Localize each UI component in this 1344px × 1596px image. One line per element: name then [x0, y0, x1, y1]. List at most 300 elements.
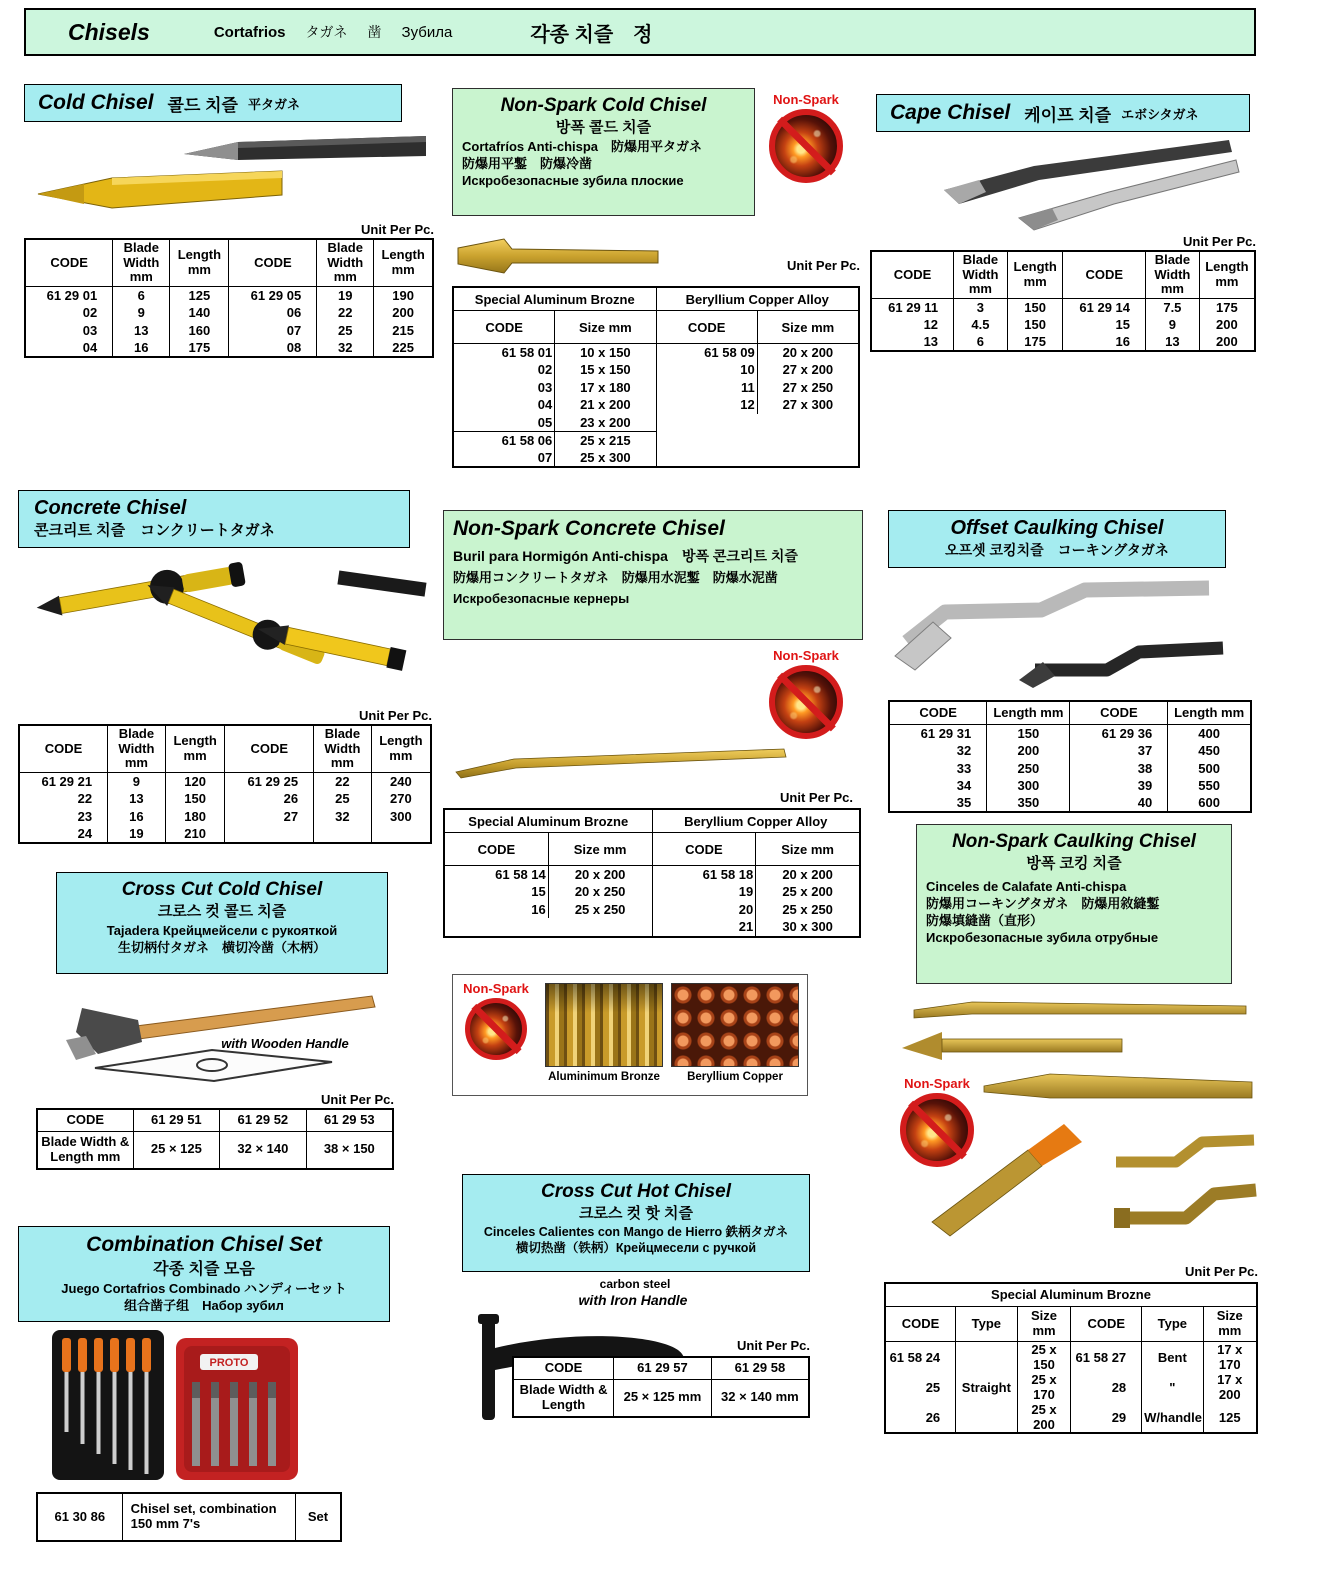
- cape-chisel-image: [884, 130, 1244, 232]
- section-subtitle: Cinceles de Calafate Anti-chispa: [926, 878, 1127, 894]
- table-cell: 61 58 09: [704, 345, 755, 360]
- table-row: [653, 901, 860, 919]
- section-subtitle: Cinceles Calientes con Mango de Hierro 鉄柄タガネ: [483, 1224, 789, 1239]
- table-cell: 19: [108, 825, 166, 843]
- table-cell: 300: [371, 808, 431, 826]
- table-cell: 190: [374, 287, 433, 305]
- unit-per-pc-label: Unit Per Pc.: [359, 708, 432, 723]
- table-row: [445, 866, 652, 884]
- table-cell: 15 x 150: [555, 361, 656, 379]
- column-header: CODE: [1070, 701, 1168, 725]
- no-spark-icon: [465, 998, 527, 1060]
- handle-caption: with Iron Handle: [578, 1292, 688, 1308]
- table-cell: 600: [1168, 795, 1251, 813]
- table-row: [871, 334, 1255, 352]
- non-spark-label: Non-Spark: [463, 981, 529, 996]
- table-row: [885, 1342, 1257, 1373]
- table-cell: 21 x 200: [555, 396, 656, 414]
- brand-label: PROTO: [209, 1357, 249, 1369]
- section-title: Cape Chisel: [890, 101, 1011, 124]
- table-cell: 32: [317, 339, 374, 357]
- table-cell: 20: [738, 901, 754, 917]
- table-cell: 03: [537, 379, 553, 395]
- table-cell: 25 x 250: [548, 901, 651, 919]
- table-cell: 22: [314, 773, 372, 791]
- table-row: [19, 808, 431, 826]
- table-cell: 9: [1146, 316, 1200, 334]
- group-header: Beryllium Copper Alloy: [653, 810, 860, 833]
- section-subtitle: Cortafríos Anti-chispa 防爆用平タガネ: [462, 138, 703, 154]
- table-cell: 38 × 150: [306, 1131, 393, 1168]
- section-subtitle: Искробезопасные кернеры: [453, 591, 630, 607]
- table-row: [885, 1372, 1257, 1402]
- table-cell: 08: [229, 339, 317, 357]
- table-cell: 25: [314, 790, 372, 808]
- column-header: CODE: [445, 833, 548, 866]
- table-cell: 13: [923, 334, 939, 350]
- non-spark-label: Non-Spark: [904, 1076, 970, 1091]
- table-cell: 450: [1168, 742, 1251, 760]
- section-title: Cross Cut Cold Chisel: [121, 879, 323, 900]
- table-cell: 25 x 200: [1017, 1402, 1071, 1433]
- table-cell: 6: [113, 287, 170, 305]
- column-header: Length mm: [371, 725, 431, 773]
- table-row: [653, 918, 860, 936]
- section-header-non-spark-concrete-chisel: [443, 510, 863, 640]
- non-spark-label: Non-Spark: [773, 92, 839, 107]
- table-cell: 25 x 170: [1017, 1372, 1071, 1402]
- table-cell: 35: [956, 795, 972, 811]
- unit-per-pc-label: Unit Per Pc.: [1185, 1264, 1258, 1279]
- title-korean: 각종 치즐 정: [530, 23, 653, 46]
- table-cell: 03: [82, 322, 98, 338]
- section-title-ko: 방폭 코킹 치즐: [1026, 855, 1122, 873]
- table-cell: 500: [1168, 760, 1251, 778]
- section-subtitle: Tajadera Крейцмейсели с рукояткой: [106, 922, 338, 938]
- table-cell: 32 × 140 mm: [711, 1379, 809, 1416]
- table-cell: 20 x 200: [548, 866, 651, 884]
- no-spark-icon: [900, 1093, 974, 1167]
- table-cell: 300: [987, 777, 1070, 795]
- table-cell: 22: [317, 304, 374, 322]
- table-cell: 37: [1070, 742, 1168, 760]
- section-header-non-spark-cold-chisel: [452, 88, 755, 216]
- table-row: [445, 901, 652, 919]
- handle-caption: with Wooden Handle: [221, 1036, 349, 1051]
- table-row: [454, 414, 656, 432]
- table-cell: 250: [987, 760, 1070, 778]
- table-cell: Blade Width & Length: [513, 1379, 614, 1416]
- non-spark-label: Non-Spark: [773, 648, 839, 663]
- table-cell: ": [1142, 1372, 1203, 1402]
- column-header: CODE: [889, 701, 987, 725]
- section-title: Cross Cut Hot Chisel: [540, 1181, 732, 1202]
- section-header-cross-cut-hot-chisel: [462, 1174, 810, 1272]
- combination-chisel-set-table: [36, 1492, 342, 1542]
- table-cell: 140: [170, 304, 229, 322]
- unit-per-pc-label: Unit Per Pc.: [737, 1338, 810, 1353]
- table-cell: 25 x 215: [555, 431, 656, 449]
- table-cell: 4.5: [954, 316, 1008, 334]
- combination-chisel-set-image: [48, 1324, 303, 1486]
- table-cell: Set: [295, 1493, 341, 1541]
- table-cell: 175: [170, 339, 229, 357]
- table-row: [454, 361, 656, 379]
- section-title-ko: 크로스 컷 핫 치즐: [579, 1205, 693, 1223]
- column-header: Blade Width mm: [113, 239, 170, 287]
- table-cell: 28: [1071, 1372, 1142, 1402]
- table-cell: 61 58 27: [1071, 1342, 1142, 1373]
- table-cell: 32: [314, 808, 372, 826]
- table-cell: [314, 825, 372, 843]
- material-label: Beryllium Copper: [687, 1071, 783, 1083]
- table-cell: 30 x 300: [756, 918, 859, 936]
- section-subtitle: Искробезопасные зубила отрубные: [926, 930, 1159, 946]
- table-cell: 20 x 200: [756, 866, 859, 884]
- table-cell: 7.5: [1146, 299, 1200, 317]
- table-cell: 25 × 125: [133, 1131, 220, 1168]
- table-row: [657, 361, 859, 379]
- cold-chisel-table: [24, 238, 434, 358]
- table-cell: 3: [954, 299, 1008, 317]
- non-spark-cold-chisel-image: [452, 232, 667, 282]
- section-subtitle: 오프셋 코킹치즐 コーキングタガネ: [945, 542, 1169, 559]
- table-cell: 61 58 06: [454, 431, 555, 449]
- section-title: Non-Spark Cold Chisel: [500, 95, 707, 116]
- table-cell: 26: [225, 790, 314, 808]
- table-cell: 04: [537, 397, 553, 413]
- table-cell: [956, 1402, 1017, 1433]
- section-header-cape-chisel: [876, 94, 1250, 132]
- column-header: CODE: [225, 725, 314, 773]
- unit-per-pc-label: Unit Per Pc.: [787, 258, 860, 273]
- table-cell: 200: [987, 742, 1070, 760]
- table-row: [445, 883, 652, 901]
- cross-cut-hot-chisel-table: [512, 1356, 810, 1418]
- table-cell: 61 29 51: [133, 1109, 220, 1131]
- table-cell: 240: [371, 773, 431, 791]
- column-header: CODE: [871, 251, 954, 299]
- table-cell: 40: [1070, 795, 1168, 813]
- table-row: [657, 344, 859, 362]
- table-cell: 32 × 140: [220, 1131, 307, 1168]
- table-cell: 13: [108, 790, 166, 808]
- table-cell: 400: [1168, 725, 1251, 743]
- section-subtitle: 防爆用平鏨 防爆冷凿: [462, 156, 593, 172]
- section-title: Combination Chisel Set: [86, 1233, 322, 1256]
- section-subtitle: 防爆用コンクリートタガネ 防爆用水泥鏨 防爆水泥凿: [453, 570, 778, 586]
- table-row: [889, 795, 1251, 813]
- table-cell: 27: [225, 808, 314, 826]
- table-cell: 61 29 58: [711, 1357, 809, 1379]
- table-cell: 61 29 11: [888, 300, 939, 315]
- column-header: Size mm: [756, 833, 859, 866]
- table-row: [37, 1131, 393, 1168]
- column-header: Length mm: [1007, 251, 1063, 299]
- table-row: [889, 742, 1251, 760]
- table-cell: 210: [165, 825, 225, 843]
- section-subtitle: 防爆用コーキングタガネ 防爆用敘縫鏨: [926, 896, 1160, 912]
- section-title-ko: 크로스 컷 콜드 치즐: [157, 903, 287, 921]
- table-cell: 225: [374, 339, 433, 357]
- table-row: [454, 379, 656, 397]
- table-cell: 04: [82, 339, 98, 355]
- table-cell: 200: [1199, 334, 1255, 352]
- table-cell: 25: [925, 1379, 941, 1395]
- table-cell: 19: [317, 287, 374, 305]
- section-title: Concrete Chisel: [34, 497, 187, 519]
- group-header: Special Aluminum Brozne: [454, 288, 656, 311]
- table-cell: 61 29 31: [920, 726, 972, 741]
- table-cell: 200: [374, 304, 433, 322]
- table-cell: 25 x 250: [756, 901, 859, 919]
- table-cell: 11: [741, 379, 755, 395]
- table-cell: CODE: [513, 1357, 614, 1379]
- section-header-cross-cut-cold-chisel: [56, 872, 388, 974]
- table-row: [513, 1379, 809, 1416]
- unit-per-pc-label: Unit Per Pc.: [1183, 234, 1256, 249]
- concrete-chisel-image: [18, 550, 433, 702]
- section-header-offset-caulking-chisel: [888, 510, 1226, 568]
- group-header: Beryllium Copper Alloy: [657, 288, 859, 311]
- non-spark-badge: [459, 981, 533, 1065]
- table-cell: 175: [1199, 299, 1255, 317]
- table-row: [657, 396, 859, 414]
- group-header: Special Aluminum Brozne: [885, 1283, 1257, 1307]
- section-title: Non-Spark Concrete Chisel: [453, 517, 725, 540]
- table-cell: 150: [987, 725, 1070, 743]
- table-cell: 270: [371, 790, 431, 808]
- column-header: Size mm: [555, 311, 656, 344]
- table-row: [653, 866, 860, 884]
- table-cell: 02: [537, 362, 553, 378]
- table-cell: 9: [108, 773, 166, 791]
- table-row: [871, 316, 1255, 334]
- table-cell: 61 29 57: [614, 1357, 712, 1379]
- table-cell: 10: [740, 362, 755, 378]
- table-cell: 07: [229, 322, 317, 340]
- table-cell: 61 29 21: [41, 774, 93, 789]
- column-header: CODE: [1071, 1307, 1142, 1342]
- column-header: Type: [956, 1307, 1017, 1342]
- section-title-ko: 각종 치즐 모음: [153, 1260, 255, 1278]
- table-cell: 215: [374, 322, 433, 340]
- section-title-ja: 平タガネ: [247, 96, 300, 112]
- table-cell: 26: [925, 1409, 941, 1425]
- table-row: [454, 344, 656, 362]
- section-subtitle: 生切柄付タガネ 横切冷凿（木柄）: [117, 940, 326, 956]
- section-title: Non-Spark Caulking Chisel: [952, 831, 1196, 852]
- column-header: Length mm: [1168, 701, 1251, 725]
- table-cell: 22: [77, 791, 93, 807]
- section-subtitle: 组合凿子组 Набор зубил: [124, 1297, 284, 1313]
- table-cell: 12: [923, 317, 939, 333]
- table-cell: W/handle: [1142, 1402, 1203, 1433]
- column-header: CODE: [657, 311, 758, 344]
- table-cell: 25 x 300: [555, 449, 656, 467]
- table-cell: 02: [82, 305, 98, 321]
- table-row: [885, 1402, 1257, 1433]
- column-header: Blade Width mm: [954, 251, 1008, 299]
- table-cell: 61 29 36: [1070, 725, 1168, 743]
- column-header: Blade Width mm: [314, 725, 372, 773]
- section-title-ko: 케이프 치즐: [1024, 105, 1112, 125]
- table-row: [454, 449, 656, 467]
- table-cell: 6: [954, 334, 1008, 352]
- table-row: [653, 883, 860, 901]
- column-header: CODE: [19, 725, 108, 773]
- column-header: Size mm: [548, 833, 651, 866]
- section-title: Cold Chisel: [38, 91, 154, 114]
- title-russian: Зубила: [401, 23, 453, 41]
- table-cell: Chisel set, combination 150 mm 7's: [122, 1493, 295, 1541]
- table-cell: 13: [113, 322, 170, 340]
- table-cell: 17 x 200: [1203, 1372, 1257, 1402]
- table-cell: 25 × 125 mm: [614, 1379, 712, 1416]
- aluminium-bronze-photo: [545, 983, 663, 1067]
- table-cell: 180: [165, 808, 225, 826]
- group-header: Special Aluminum Brozne: [445, 810, 652, 833]
- table-row: [513, 1357, 809, 1379]
- table-cell: 61 58 18: [702, 867, 754, 882]
- table-cell: Straight: [956, 1372, 1017, 1402]
- section-subtitle: 防爆填縫凿（直形）: [926, 913, 1044, 929]
- table-row: [25, 304, 433, 322]
- unit-per-pc-label: Unit Per Pc.: [321, 1092, 394, 1107]
- cold-chisel-image: [24, 114, 434, 220]
- table-cell: [371, 825, 431, 843]
- table-cell: 25 x 200: [756, 883, 859, 901]
- table-cell: 06: [229, 304, 317, 322]
- table-cell: 61 58 01: [501, 345, 553, 360]
- table-row: [889, 760, 1251, 778]
- table-cell: 150: [165, 790, 225, 808]
- section-header-combination-chisel-set: [18, 1226, 390, 1322]
- table-cell: [956, 1342, 1017, 1373]
- column-header: Type: [1142, 1307, 1203, 1342]
- table-cell: 10 x 150: [555, 344, 656, 362]
- non-spark-badge: [762, 92, 850, 188]
- section-subtitle: 横切热凿（铁柄）Крейцмесели с ручкой: [515, 1241, 757, 1256]
- material-note: carbon steel: [599, 1277, 671, 1291]
- column-header: Length mm: [987, 701, 1070, 725]
- non-spark-materials-panel: [452, 974, 808, 1096]
- section-header-non-spark-caulking-chisel: [916, 824, 1232, 984]
- no-spark-icon: [769, 109, 843, 183]
- table-cell: 61 29 53: [306, 1109, 393, 1131]
- table-row: [19, 773, 431, 791]
- table-cell: 27 x 300: [757, 396, 858, 414]
- table-cell: 05: [537, 414, 553, 430]
- page-banner: [24, 8, 1256, 56]
- table-cell: 61 58 24: [889, 1349, 941, 1365]
- non-spark-badge: [762, 648, 850, 744]
- table-row: [889, 777, 1251, 795]
- column-header: Blade Width mm: [108, 725, 166, 773]
- section-title: Offset Caulking Chisel: [950, 517, 1164, 539]
- table-cell: [225, 825, 314, 843]
- section-subtitle: Buril para Hormigón Anti-chispa 방폭 콘크리트 치즐: [453, 547, 798, 564]
- table-cell: 32: [956, 743, 972, 759]
- table-cell: 61 58 14: [495, 867, 546, 882]
- table-cell: 20 x 200: [757, 344, 858, 362]
- no-spark-icon: [769, 665, 843, 739]
- table-cell: 61 29 05: [229, 287, 317, 305]
- column-header: CODE: [1063, 251, 1146, 299]
- table-cell: 120: [165, 773, 225, 791]
- cross-cut-cold-chisel-image: [40, 980, 390, 1086]
- table-cell: 16: [1063, 334, 1146, 352]
- table-cell: 20 x 250: [548, 883, 651, 901]
- table-row: [19, 790, 431, 808]
- table-cell: 61 29 01: [46, 288, 98, 303]
- table-cell: 17 x 170: [1203, 1342, 1257, 1373]
- table-cell: 29: [1071, 1402, 1142, 1433]
- title-spanish: Cortafrios: [213, 23, 286, 41]
- table-cell: 17 x 180: [555, 379, 656, 397]
- table-cell: Bent: [1142, 1342, 1203, 1373]
- table-cell: 150: [1007, 316, 1063, 334]
- column-header: Blade Width mm: [1146, 251, 1200, 299]
- table-cell: 550: [1168, 777, 1251, 795]
- offset-caulking-chisel-image: [893, 572, 1233, 694]
- non-spark-caulking-chisel-table: [884, 1282, 1258, 1434]
- column-header: CODE: [25, 239, 113, 287]
- table-cell: 24: [77, 825, 93, 841]
- column-header: Length mm: [170, 239, 229, 287]
- table-cell: 16: [113, 339, 170, 357]
- page-title: Chisels: [68, 18, 150, 45]
- non-spark-badge: [893, 1076, 981, 1172]
- beryllium-copper-photo: [671, 983, 799, 1067]
- table-row: [454, 431, 656, 449]
- table-cell: 23 x 200: [555, 414, 656, 432]
- column-header: CODE: [229, 239, 317, 287]
- table-cell: 19: [738, 884, 754, 900]
- table-cell: 175: [1007, 334, 1063, 352]
- non-spark-concrete-chisel-image: [448, 736, 798, 791]
- table-cell: 125: [170, 287, 229, 305]
- table-cell: CODE: [37, 1109, 133, 1131]
- table-cell: 150: [1007, 299, 1063, 317]
- title-chinese: 凿: [367, 24, 382, 40]
- column-header: Blade Width mm: [317, 239, 374, 287]
- table-cell: 23: [77, 808, 93, 824]
- table-cell: 61 29 52: [220, 1109, 307, 1131]
- table-cell: 34: [956, 778, 972, 794]
- section-title-ko: 방폭 콜드 치즐: [555, 119, 652, 137]
- column-header: CODE: [454, 311, 555, 344]
- column-header: Size mm: [757, 311, 858, 344]
- column-header: CODE: [653, 833, 756, 866]
- table-cell: 21: [738, 919, 754, 935]
- unit-per-pc-label: Unit Per Pc.: [361, 222, 434, 237]
- table-cell: 16: [531, 901, 546, 917]
- table-cell: 15: [1063, 316, 1146, 334]
- table-cell: 33: [956, 760, 972, 776]
- table-row: [19, 825, 431, 843]
- table-row: [871, 299, 1255, 317]
- column-header: Length mm: [1199, 251, 1255, 299]
- non-spark-concrete-chisel-table: [443, 808, 861, 938]
- section-header-concrete-chisel: [18, 490, 410, 548]
- table-cell: 61 30 86: [37, 1493, 122, 1541]
- material-label: Aluminimum Bronze: [548, 1071, 660, 1083]
- column-header: Length mm: [374, 239, 433, 287]
- column-header: Length mm: [165, 725, 225, 773]
- table-cell: 12: [740, 397, 755, 413]
- table-row: [37, 1109, 393, 1131]
